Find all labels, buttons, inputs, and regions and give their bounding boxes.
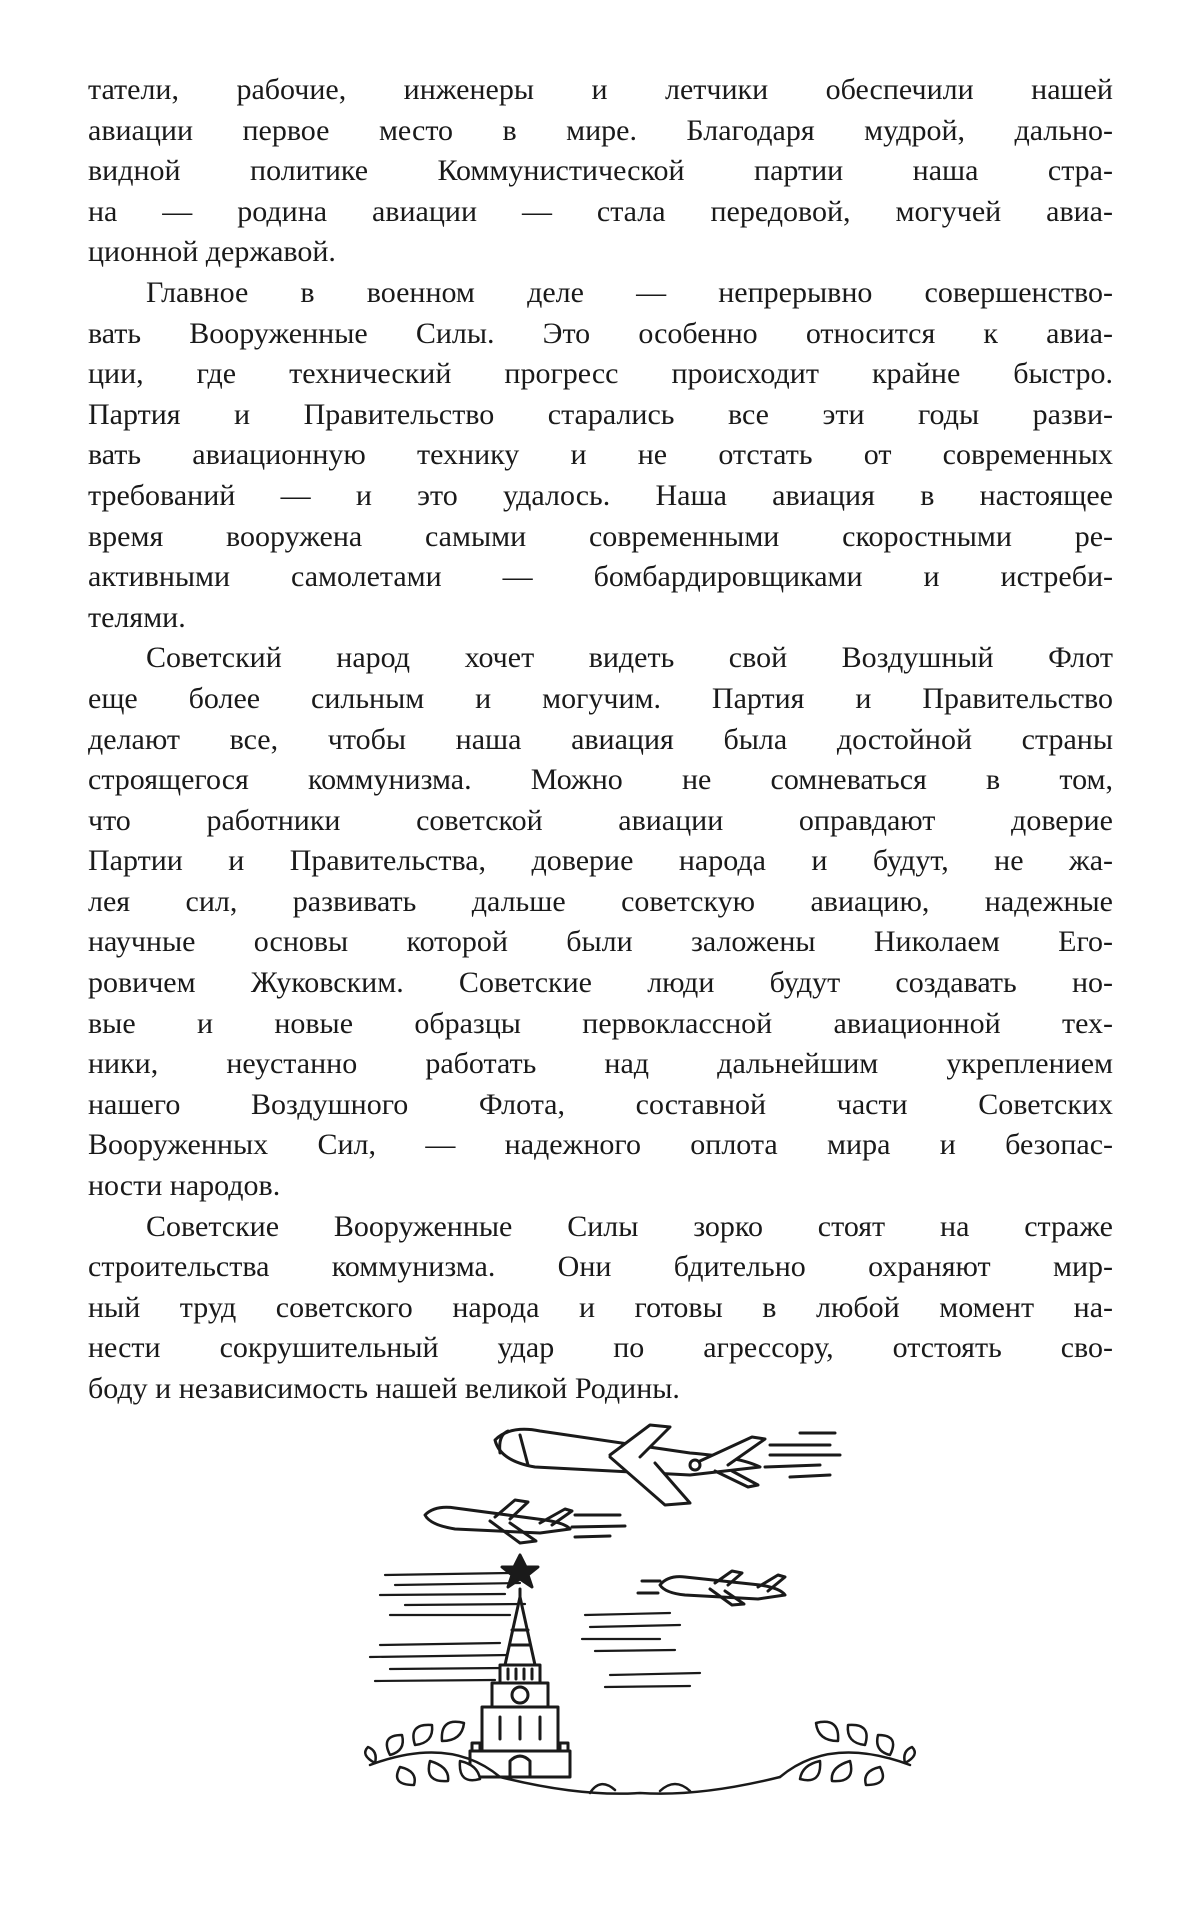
text-line: ровичем Жуковским. Советские люди будут создавать но-: [88, 966, 1113, 1000]
text-line: вые и новые образцы первоклассной авиационной тех-: [88, 1006, 1113, 1040]
text-line: Вооруженных Сил, — надежного оплота мира и безопас-: [88, 1128, 1113, 1162]
kremlin-jets-illustration-icon: [360, 1405, 920, 1815]
text-line: татели, рабочие, инженеры и летчики обеспечили нашей: [88, 73, 1113, 106]
text-line: научные основы которой были заложены Николаем Его-: [88, 925, 1113, 959]
text-line: Советский народ хочет видеть свой Воздушный Флот: [146, 641, 1113, 675]
text-line: ности народов.: [88, 1169, 281, 1203]
text-line: ники, неустанно работать над дальнейшим укреплением: [88, 1047, 1113, 1081]
text-line: Главное в военном деле — непрерывно совершенство-: [146, 275, 1113, 309]
text-line: вать Вооруженные Силы. Это особенно относится к авиа-: [88, 316, 1113, 350]
text-line: лея сил, развивать дальше советскую авиацию, надежные: [88, 884, 1113, 918]
body-text: [88, 70, 1113, 1410]
text-line: активными самолетами — бомбардировщиками и истреби-: [88, 560, 1113, 594]
text-line: время вооружена самыми современными скоростными ре-: [88, 519, 1113, 553]
text-line: ционной державой.: [88, 235, 336, 269]
text-line: строительства коммунизма. Они бдительно охраняют мир-: [88, 1250, 1113, 1284]
jet-small-right-icon: [638, 1571, 785, 1605]
text-line: Советские Вооруженные Силы зорко стоят на страже: [146, 1209, 1113, 1243]
text-line: еще более сильным и могучим. Партия и Правительство: [88, 681, 1113, 715]
text-line: делают все, чтобы наша авиация была достойной страны: [88, 722, 1113, 756]
text-line: Партия и Правительство старались все эти годы разви-: [88, 397, 1113, 431]
text-line: вать авиационную технику и не отстать от современных: [88, 438, 1113, 472]
text-line: Партии и Правительства, доверие народа и будут, не жа-: [88, 844, 1113, 878]
paragraph: [88, 273, 1113, 638]
jet-large-icon: [495, 1425, 840, 1505]
paragraph: [88, 638, 1113, 1206]
jet-small-left-icon: [425, 1500, 625, 1543]
text-line: что работники советской авиации оправдают доверие: [88, 803, 1113, 837]
laurel-wreath-icon: [365, 1722, 915, 1794]
text-line: ный труд советского народа и готовы в любой момент на-: [88, 1290, 1113, 1324]
kremlin-tower-icon: [470, 1555, 570, 1777]
text-line: на — родина авиации — стала передовой, могучей авиа-: [88, 194, 1113, 228]
text-line: телями.: [88, 600, 186, 634]
paragraph: [88, 1207, 1113, 1410]
text-line: требований — и это удалось. Наша авиация в настоящее: [88, 478, 1113, 512]
text-line: нести сокрушительный удар по агрессору, отстоять сво-: [88, 1331, 1113, 1365]
text-line: ции, где технический прогресс происходит крайне быстро.: [88, 357, 1113, 391]
text-line: видной политике Коммунистической партии наша стра-: [88, 154, 1113, 188]
text-line: строящегося коммунизма. Можно не сомневаться в том,: [88, 763, 1113, 797]
paragraph: [88, 70, 1113, 273]
text-line: боду и независимость нашей великой Родины.: [88, 1372, 680, 1405]
text-line: авиации первое место в мире. Благодаря мудрой, дальнo-: [88, 113, 1113, 147]
text-line: нашего Воздушного Флота, составной части Советских: [88, 1087, 1113, 1121]
